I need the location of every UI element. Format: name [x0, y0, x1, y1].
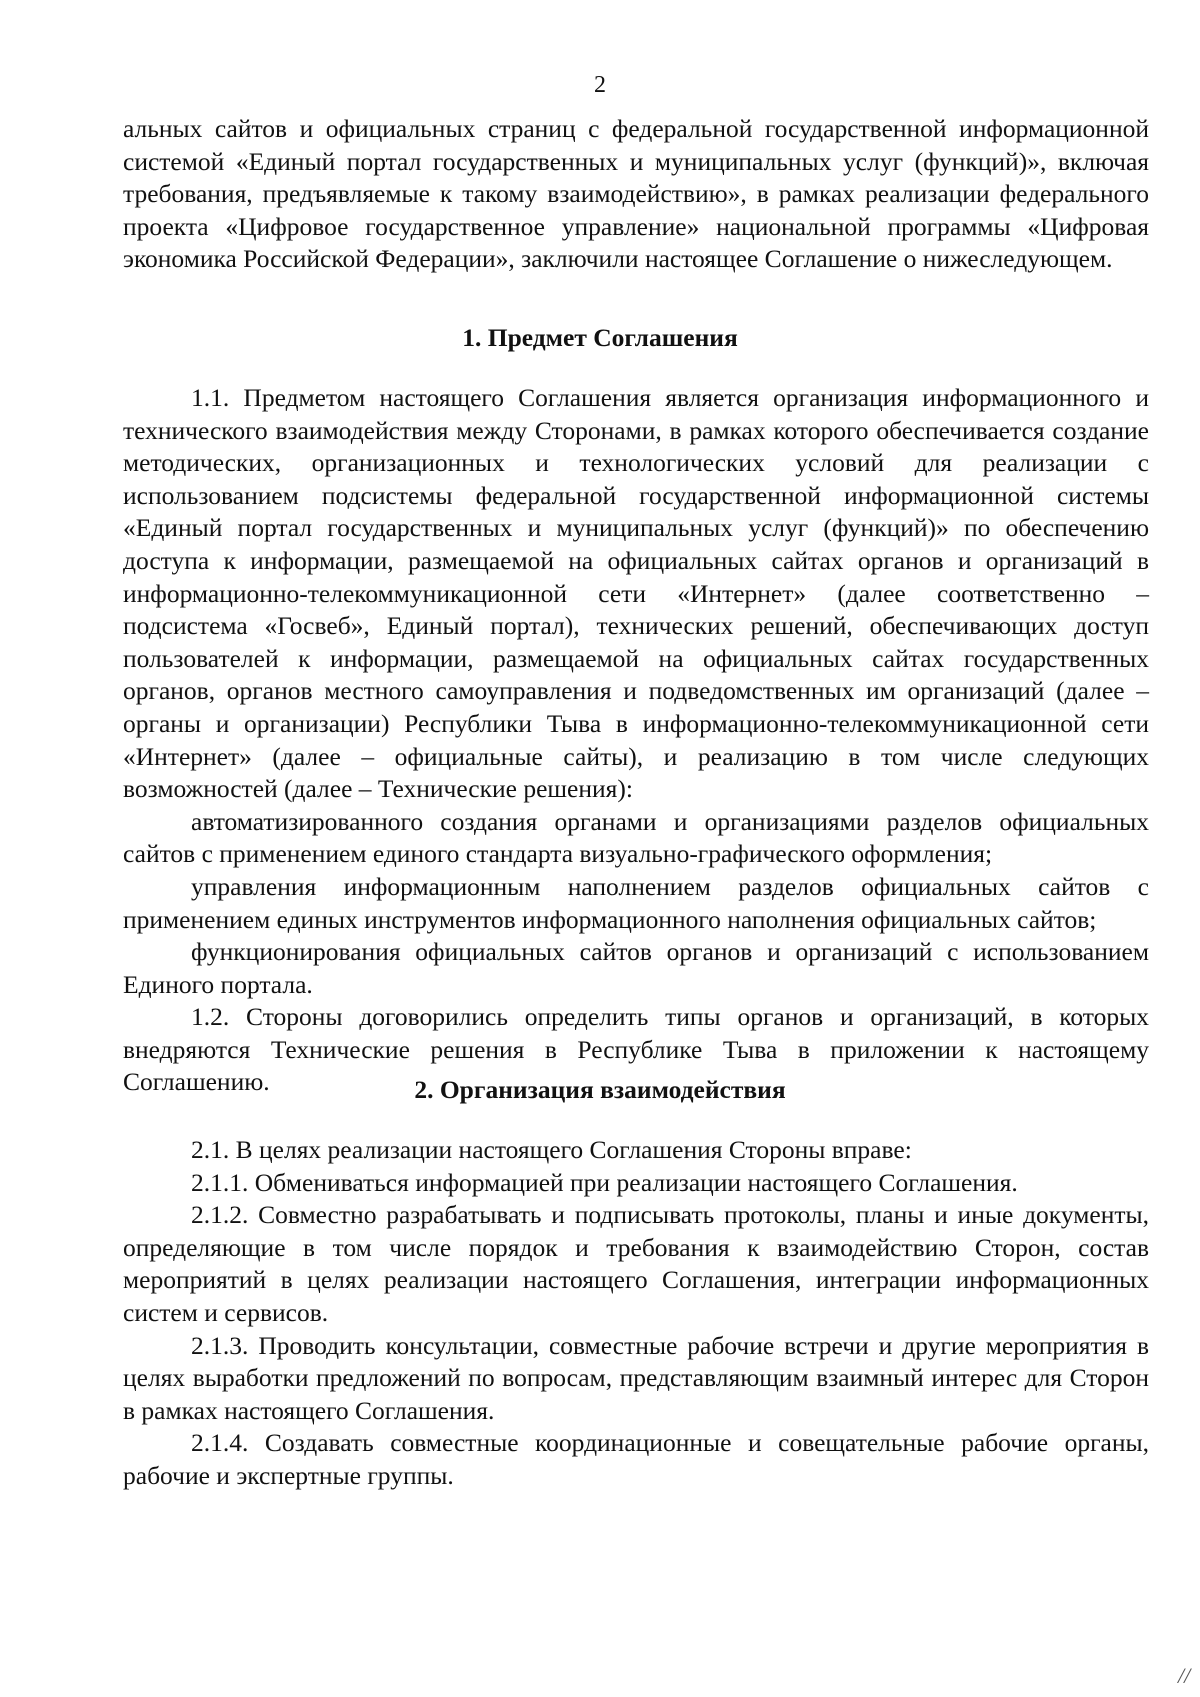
list-item-automated-creation: автоматизированного создания органами и организациями разделов официальных сайтов с применением единого стандарта визуально-графического оформления;	[123, 806, 1149, 869]
section-2-body	[123, 1134, 1149, 1493]
intro-block	[123, 113, 1149, 276]
corner-mark: //	[1178, 1663, 1191, 1688]
intro-paragraph: альных сайтов и официальных страниц с федеральной государственной информационной системой «Единый портал государственных и муниципальных услуг (функций)», включая требования, предъявляемые к такому взаимодействию», в рамках реализации федерального проекта «Цифровое государственное управление» национальной программы «Цифровая экономика Российской Федерации», заключили настоящее Соглашение о нижеследующем.	[123, 114, 1149, 274]
page-number: 2	[594, 72, 606, 98]
section-2-heading: 2. Организация взаимодействия	[414, 1075, 786, 1104]
section-1-heading: 1. Предмет Соглашения	[462, 323, 738, 352]
paragraph-2-1: 2.1. В целях реализации настоящего Соглашения Стороны вправе:	[191, 1135, 912, 1164]
paragraph-2-1-1: 2.1.1. Обмениваться информацией при реализации настоящего Соглашения.	[191, 1167, 1018, 1197]
list-item-content-management: управления информационным наполнением разделов официальных сайтов с применением единых инструментов информационного наполнения официальных сайтов;	[123, 871, 1149, 934]
paragraph-2-1-4: 2.1.4. Создавать совместные координационные и совещательные рабочие органы, рабочие и экспертные группы.	[123, 1428, 1149, 1490]
paragraph-1-2: 1.2. Стороны договорились определить типы органов и организаций, в которых внедряются Технические решения в Республике Тыва в приложении к настоящему Соглашению.	[123, 1002, 1149, 1097]
paragraph-2-1-3: 2.1.3. Проводить консультации, совместные рабочие встречи и другие мероприятия в целях выработки предложений по вопросам, представляющим взаимный интерес для Сторон в рамках настоящего Соглашения.	[123, 1330, 1149, 1425]
list-item-site-functioning: функционирования официальных сайтов органов и организаций с использованием Единого портала.	[123, 937, 1149, 999]
paragraph-2-1-2: 2.1.2. Совместно разрабатывать и подписывать протоколы, планы и иные документы, определяющие в том числе порядок и требования к взаимодействию Сторон, состав мероприятий в целях реализации настоящего Соглашения, интеграции информационных систем и сервисов.	[123, 1200, 1149, 1327]
section-1-body	[123, 382, 1149, 1099]
paragraph-1-1: 1.1. Предметом настоящего Соглашения является организация информационного и технического взаимодействия между Сторонами, в рамках которого обеспечивается создание методических, организационных и технологических условий для реализации с использованием подсистемы федеральной государственной информационной системы «Единый портал государственных и муниципальных услуг (функций)» по обеспечению доступа к информации, размещаемой на официальных сайтах органов и организаций в информационно-телекоммуникационной сети «Интернет» (далее соответственно – подсистема «Госвеб», Единый портал), технических решений, обеспечивающих доступ пользователей к информации, размещаемой на официальных сайтах государственных органов, органов местного самоуправления и подведомственных им организаций (далее – органы и организации) Республики Тыва в информационно-телекоммуникационной сети «Интернет» (далее – официальные сайты), и реализацию в том числе следующих возможностей (далее – Технические решения):	[123, 383, 1149, 804]
